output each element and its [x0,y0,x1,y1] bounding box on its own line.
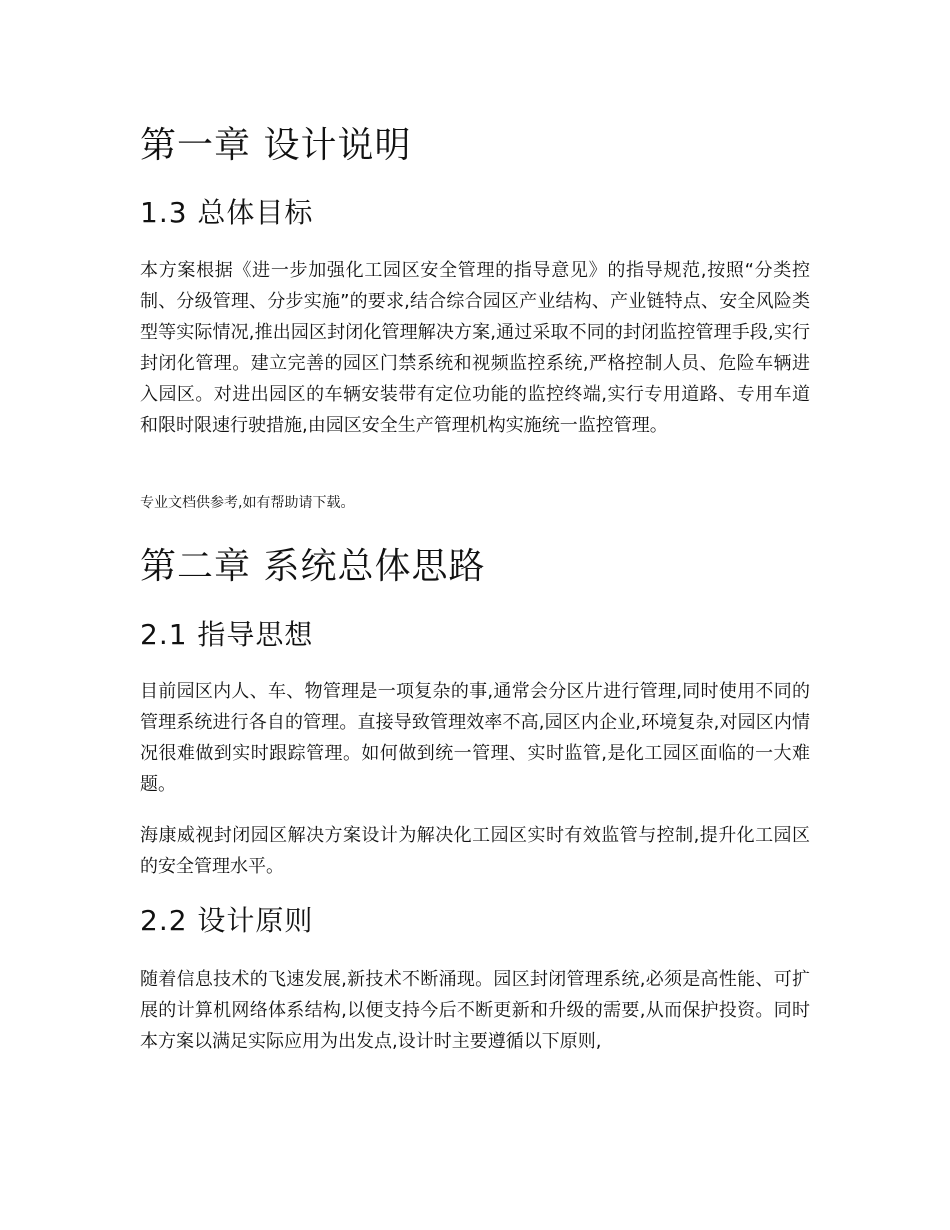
section-1-3-paragraph: 本方案根据《进一步加强化工园区安全管理的指导意见》的指导规范,按照“分类控制、分级管理、分步实施”的要求,结合综合园区产业结构、产业链特点、安全风险类型等实际情况,推出园区封闭化管理解决方案,通过采取不同的封闭监控管理手段,实行封闭化管理。建立完善的园区门禁系统和视频监控系统,严格控制人员、危险车辆进入园区。对进出园区的车辆安装带有定位功能的监控终端,实行专用道路、专用车道和限时限速行驶措施,由园区安全生产管理机构实施统一监控管理。 [140,260,810,436]
section-2-2-heading: 2.2 设计原则 [140,904,314,937]
section-2-1-paragraph-2: 海康威视封闭园区解决方案设计为解决化工园区实时有效监管与控制,提升化工园区的安全管理水平。 [140,825,810,877]
section-1-3-heading: 1.3 总体目标 [140,196,314,229]
section-2-1-heading: 2.1 指导思想 [140,618,314,651]
chapter-1-heading: 第一章 设计说明 [140,125,412,166]
section-2-2-paragraph: 随着信息技术的飞速发展,新技术不断涌现。园区封闭管理系统,必须是高性能、可扩展的计算机网络体系结构,以便支持今后不断更新和升级的需要,从而保护投资。同时本方案以满足实际应用为出发点,设计时主要遵循以下原则, [140,969,810,1052]
chapter-2-heading: 第二章 系统总体思路 [140,546,486,587]
reference-note: 专业文档供参考,如有帮助请下载。 [140,495,355,511]
section-2-1-paragraph-1: 目前园区内人、车、物管理是一项复杂的事,通常会分区片进行管理,同时使用不同的管理系统进行各自的管理。直接导致管理效率不高,园区内企业,环境复杂,对园区内情况很难做到实时跟踪管理。如何做到统一管理、实时监管,是化工园区面临的一大难题。 [140,681,810,795]
